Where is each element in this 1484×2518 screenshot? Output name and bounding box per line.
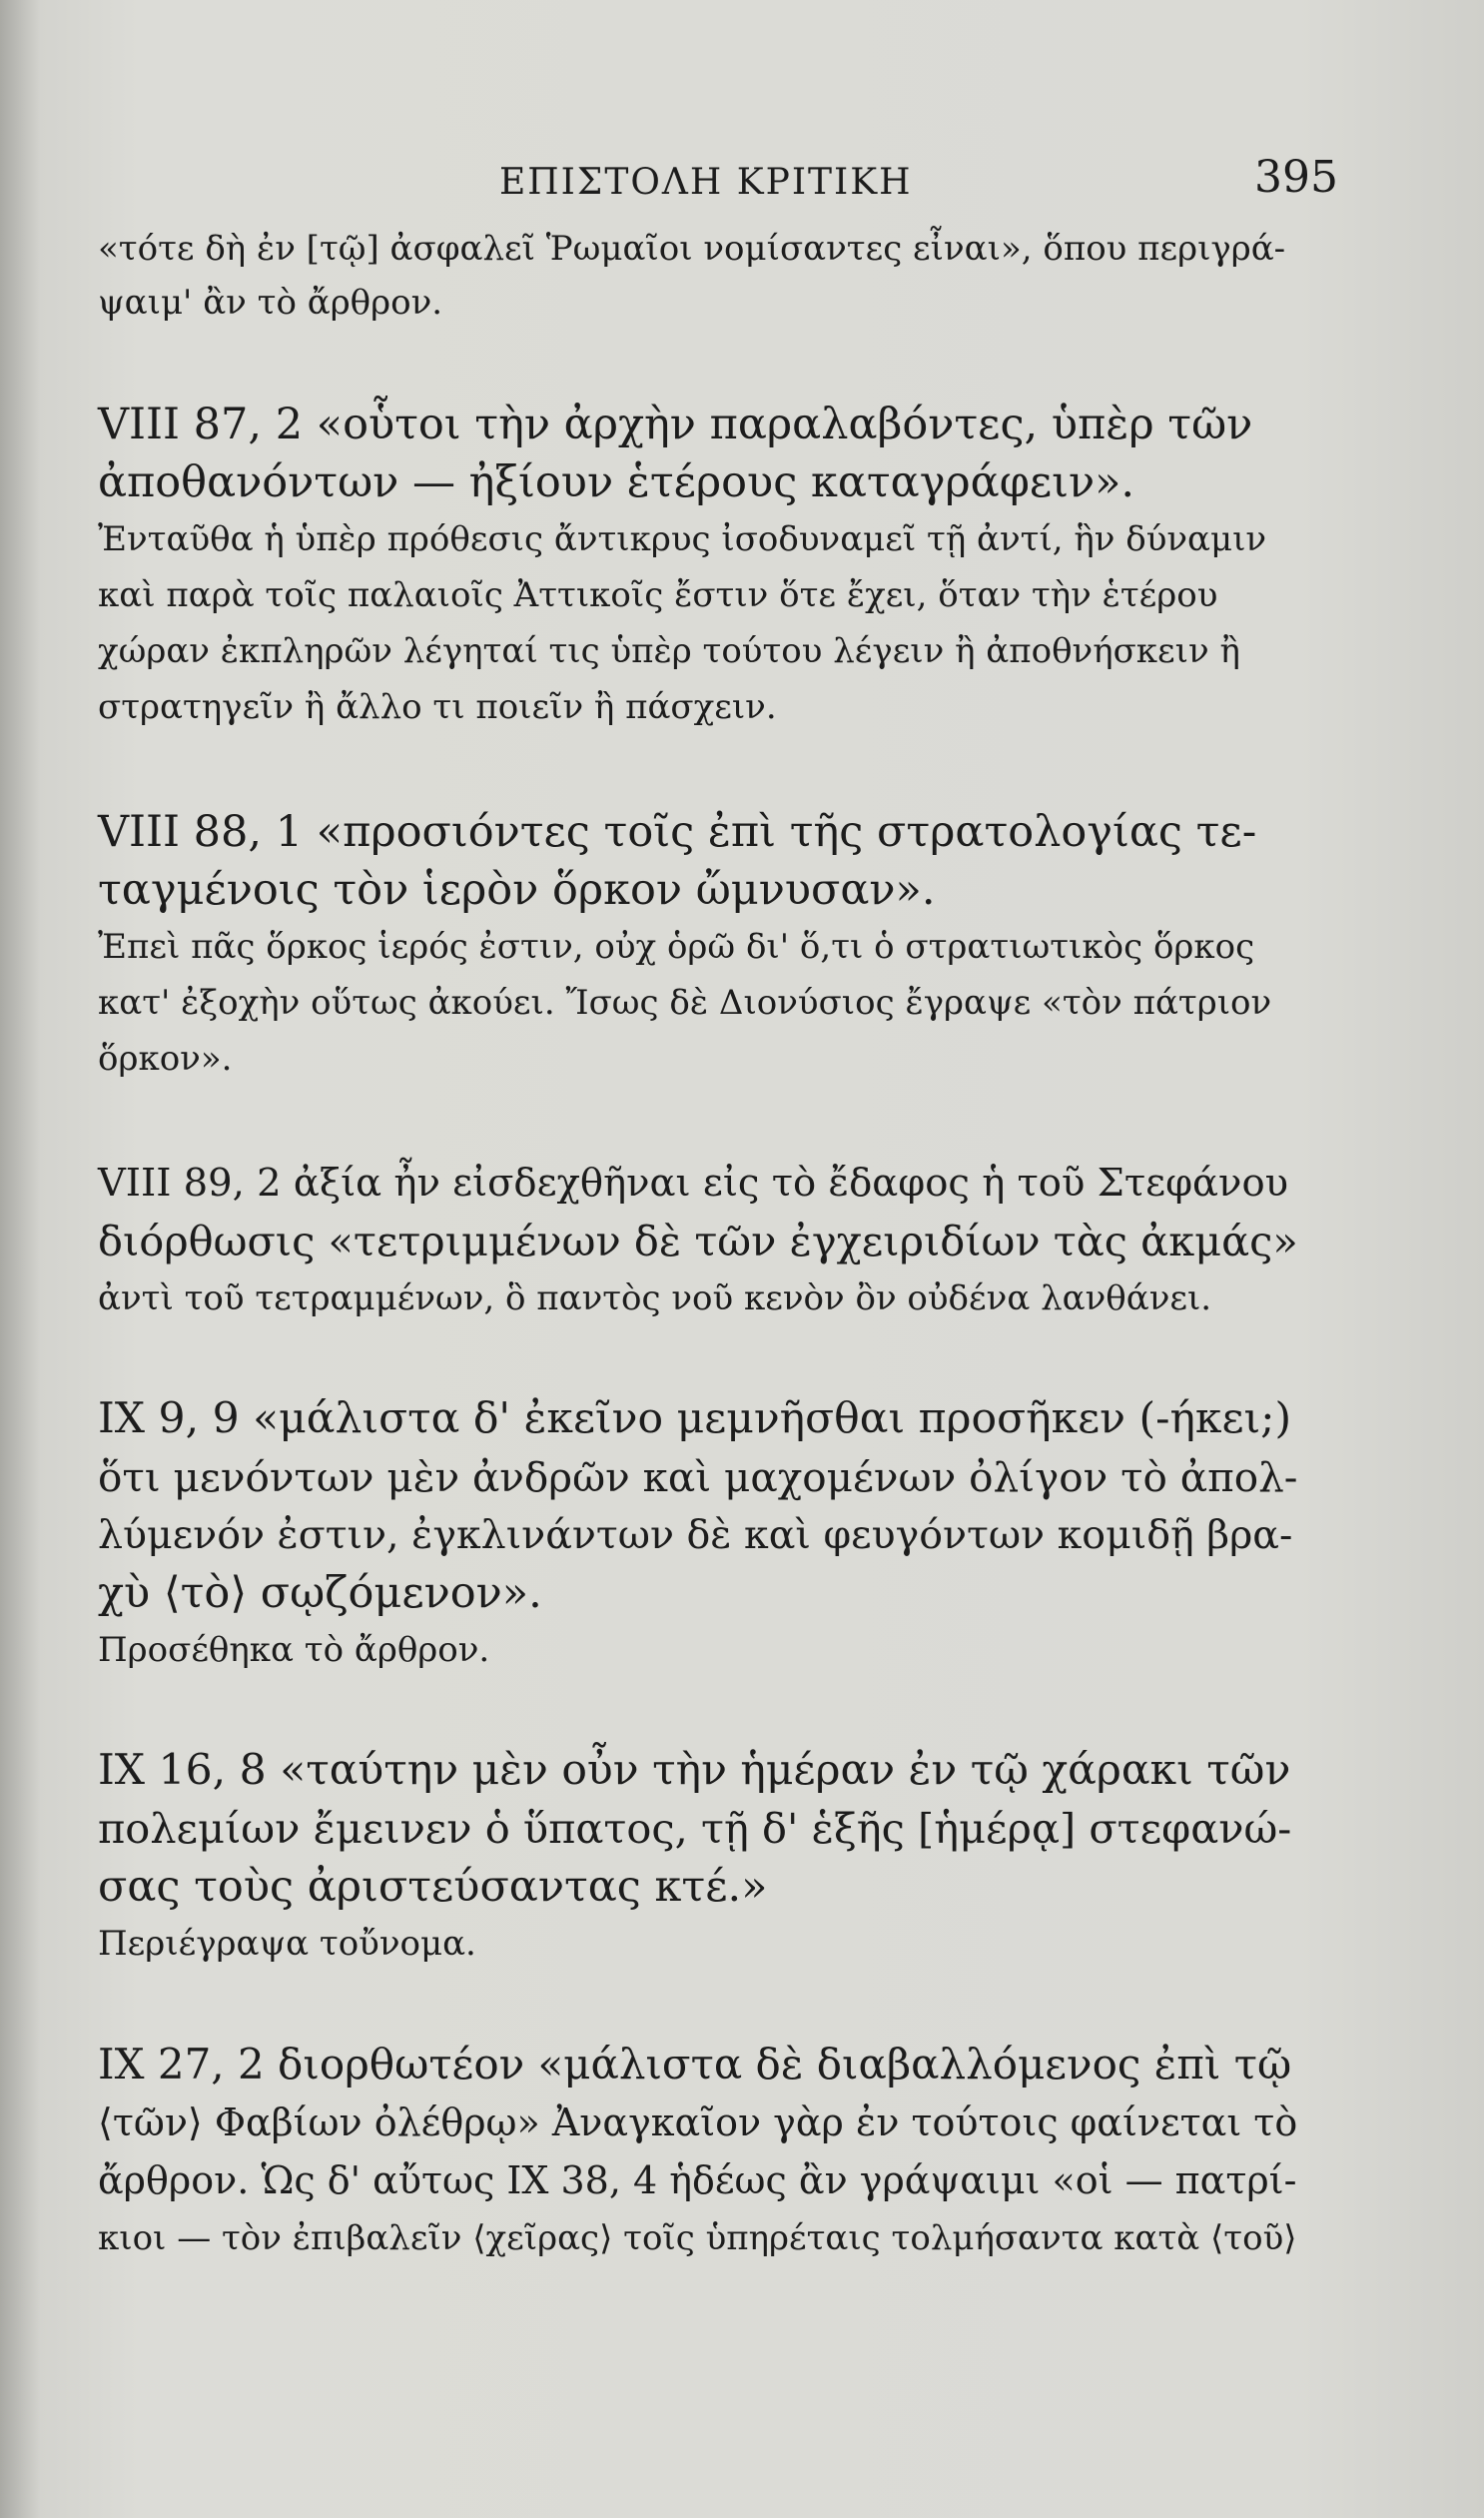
comment-line: καὶ παρὰ τοῖς παλαιοῖς Ἀττικοῖς ἔστιν ὅτε ἔχει, ὅταν τὴν ἑτέρου xyxy=(98,575,1218,615)
page-body xyxy=(98,222,1301,2267)
quote-line: χὺ ⟨τὸ⟩ σῳζόμενον». xyxy=(98,1568,542,1618)
comment-line: ἀντὶ τοῦ τετραμμένων, ὃ παντὸς νοῦ κενὸν ὂν οὐδένα λανθάνει. xyxy=(98,1278,1212,1318)
comment-line: Ἐνταῦθα ἡ ὑπὲρ πρόθεσις ἄντικρυς ἰσοδυναμεῖ τῇ ἀντί, ἣν δύναμιν xyxy=(98,519,1267,559)
quote-line: IX 9, 9 «μάλιστα δ' ἐκεῖνο μεμνῆσθαι προσῆκεν (-ήκει;) xyxy=(98,1394,1292,1443)
comment-line: χώραν ἐκπληρῶν λέγηταί τις ὑπὲρ τούτου λέγειν ἢ ἀποθνήσκειν ἢ xyxy=(98,631,1240,671)
page-header xyxy=(160,152,1338,212)
note-line: «τότε δὴ ἐν [τῷ] ἀσφαλεῖ Ῥωμαῖοι νομίσαντες εἶναι», ὅπου περιγρά- xyxy=(98,229,1286,269)
continuation-note xyxy=(98,222,1301,330)
quote-line: ⟨τῶν⟩ Φαβίων ὀλέθρῳ» Ἀναγκαῖον γὰρ ἐν τούτοις φαίνεται τὸ xyxy=(98,2100,1298,2144)
comment-line: Ἐπεὶ πᾶς ὅρκος ἱερός ἐστιν, οὐχ ὁρῶ δι' ὅ,τι ὁ στρατιωτικὸς ὅρκος xyxy=(98,927,1255,967)
comment-line: ὅρκον». xyxy=(98,1039,233,1079)
entry-viii-88-1 xyxy=(98,803,1301,1087)
quote-line: ὅτι μενόντων μὲν ἀνδρῶν καὶ μαχομένων ὀλίγον τὸ ἀπολ- xyxy=(98,1453,1298,1501)
quote-line: ταγμένοις τὸν ἱερὸν ὅρκον ὤμνυσαν». xyxy=(98,865,936,915)
entry-viii-89-2 xyxy=(98,1155,1301,1326)
note-line: ψαιμ' ἂν τὸ ἄρθρον. xyxy=(98,283,443,323)
quote-line: IX 27, 2 διορθωτέον «μάλιστα δὲ διαβαλλόμενος ἐπὶ τῷ xyxy=(98,2040,1292,2089)
comment-line: Προσέθηκα τὸ ἄρθρον. xyxy=(98,1630,490,1670)
comment-line: κατ' ἐξοχὴν οὕτως ἀκούει. Ἴσως δὲ Διονύσιος ἔγραψε «τὸν πάτριον xyxy=(98,983,1272,1023)
comment-line: στρατηγεῖν ἢ ἄλλο τι ποιεῖν ἢ πάσχειν. xyxy=(98,687,777,727)
quote-line: λύμενόν ἐστιν, ἐγκλινάντων δὲ καὶ φευγόντων κομιδῇ βρα- xyxy=(98,1512,1293,1558)
quote-line: διόρθωσις «τετριμμένων δὲ τῶν ἐγχειριδίων τὰς ἀκμάς» xyxy=(98,1217,1298,1265)
entry-ix-16-8 xyxy=(98,1742,1301,1972)
entry-viii-87-2 xyxy=(98,396,1301,735)
quote-line: σας τοὺς ἀριστεύσαντας κτέ.» xyxy=(98,1862,768,1912)
page-number: 395 xyxy=(1254,152,1338,203)
entry-ix-27-2 xyxy=(98,2036,1301,2267)
quote-line: VIII 87, 2 «οὗτοι τὴν ἀρχὴν παραλαβόντες, ὑπὲρ τῶν xyxy=(98,400,1253,449)
quote-line: ἀποθανόντων — ἠξίουν ἑτέρους καταγράφειν». xyxy=(98,457,1135,507)
quote-line: VIII 88, 1 «προσιόντες τοῖς ἐπὶ τῆς στρατολογίας τε- xyxy=(98,807,1257,857)
quote-line: VIII 89, 2 ἀξία ἦν εἰσδεχθῆναι εἰς τὸ ἔδαφος ἡ τοῦ Στεφάνου xyxy=(98,1161,1289,1206)
entry-ix-9-9 xyxy=(98,1390,1301,1678)
running-head: ΕΠΙΣΤΟΛΗ ΚΡΙΤΙΚΗ xyxy=(499,162,913,203)
quote-line: ἄρθρον. Ὡς δ' αὔτως IX 38, 4 ἡδέως ἂν γράψαιμι «οἱ — πατρί- xyxy=(98,2158,1297,2202)
quote-line: IX 16, 8 «ταύτην μὲν οὖν τὴν ἡμέραν ἐν τῷ χάρακι τῶν xyxy=(98,1746,1291,1795)
quote-line: πολεμίων ἔμεινεν ὁ ὕπατος, τῇ δ' ἑξῆς [ἡμέρᾳ] στεφανώ- xyxy=(98,1804,1292,1853)
quote-line: κιοι — τὸν ἐπιβαλεῖν ⟨χεῖρας⟩ τοῖς ὑπηρέταις τολμήσαντα κατὰ ⟨τοῦ⟩ xyxy=(98,2218,1297,2258)
comment-line: Περιέγραψα τοὔνομα. xyxy=(98,1924,476,1964)
